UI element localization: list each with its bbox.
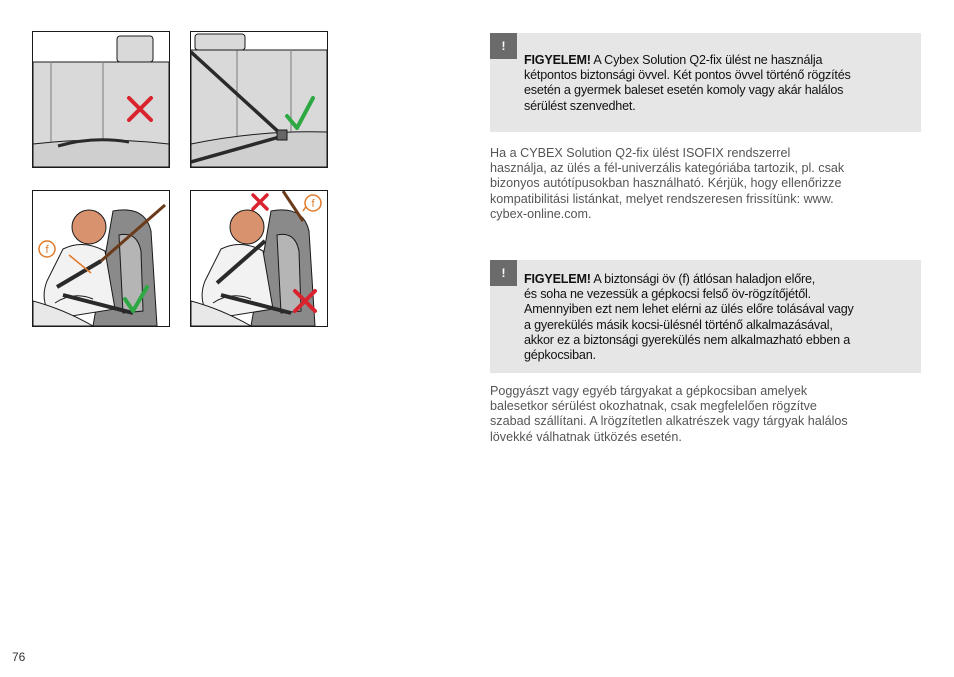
warning-line-2: kétpontos biztonsági övvel. Két pontos övvel történő rögzítés <box>524 68 851 83</box>
warning-line-2: és soha ne vezessük a gépkocsi felső öv-rögzítőjétől. <box>524 287 811 302</box>
marker-f-label: f <box>45 244 49 256</box>
paragraph-line: használja, az ülés a fél-univerzális kategóriába tartozik, pl. csak <box>490 161 845 176</box>
3-point-belt-scene <box>191 32 327 167</box>
page-number: 76 <box>12 650 26 664</box>
warning-line-5: akkor ez a biztonsági gyerekülés nem alkalmazható ebben a <box>524 332 851 347</box>
warning-line-3: esetén a gyermek baleset esetén komoly vagy akár halálos <box>524 83 844 98</box>
paragraph-line: lövekké válhatnak ütközés esetén. <box>490 429 682 444</box>
illustration-diagonal-belt-correct <box>32 190 170 327</box>
exclamation-icon: ! <box>490 33 517 59</box>
warning-text <box>524 53 851 114</box>
paragraph-line: kompatibilitási listánkat, melyet rendszeresen frissítünk: www. <box>490 191 834 206</box>
marker-f-label: f <box>311 198 315 210</box>
marker-f-icon <box>305 195 321 211</box>
child-seat-wrong-scene <box>191 191 327 326</box>
child-seat-correct-scene <box>33 191 169 326</box>
illustration-upper-anchor-wrong <box>190 190 328 327</box>
paragraph-line: szabad szállítani. A lrögzítetlen alkatrészek vagy tárgyak halálos <box>490 414 848 429</box>
illustration-lap-belt-wrong <box>32 31 170 168</box>
warning-box-2-point-belt <box>490 33 921 132</box>
paragraph-line: balesetkor sérülést okozhatnak, csak megfelelően rögzítve <box>490 399 817 414</box>
warning-line-1: FIGYELEM! A biztonsági öv (f) átlósan haladjon előre, <box>524 272 816 286</box>
warning-line-4: sérülést szenvedhet. <box>524 98 636 113</box>
warning-line-1: FIGYELEM! A Cybex Solution Q2-fix ülést ne használja <box>524 53 823 67</box>
warning-line-6: gépkocsiban. <box>524 348 596 363</box>
warning-text <box>524 272 854 363</box>
warning-lead: FIGYELEM! <box>524 53 591 67</box>
paragraph-line: cybex-online.com. <box>490 206 592 221</box>
paragraph-line: Ha a CYBEX Solution Q2-fix ülést ISOFIX rendszerrel <box>490 146 791 160</box>
warning-lead: FIGYELEM! <box>524 272 591 286</box>
paragraph-line: Poggyászt vagy egyéb tárgyakat a gépkocsiban amelyek <box>490 384 808 398</box>
warning-line-3: Amennyiben ezt nem lehet elérni az ülés előre tolásával vagy <box>524 302 854 317</box>
warning-box-diagonal-belt <box>490 260 921 373</box>
illustration-3-point-belt-correct <box>190 31 328 168</box>
paragraph-line: bizonyos autótípusokban használható. Kérjük, hogy ellenőrizze <box>490 176 842 191</box>
exclamation-icon: ! <box>490 260 517 286</box>
warning-line-4: a gyerekülés másik kocsi-ülésnél történő alkalmazásával, <box>524 317 833 332</box>
marker-f-icon <box>39 241 55 257</box>
paragraph-luggage <box>490 384 920 445</box>
lap-belt-scene <box>33 32 169 167</box>
paragraph-isofix <box>490 146 920 222</box>
